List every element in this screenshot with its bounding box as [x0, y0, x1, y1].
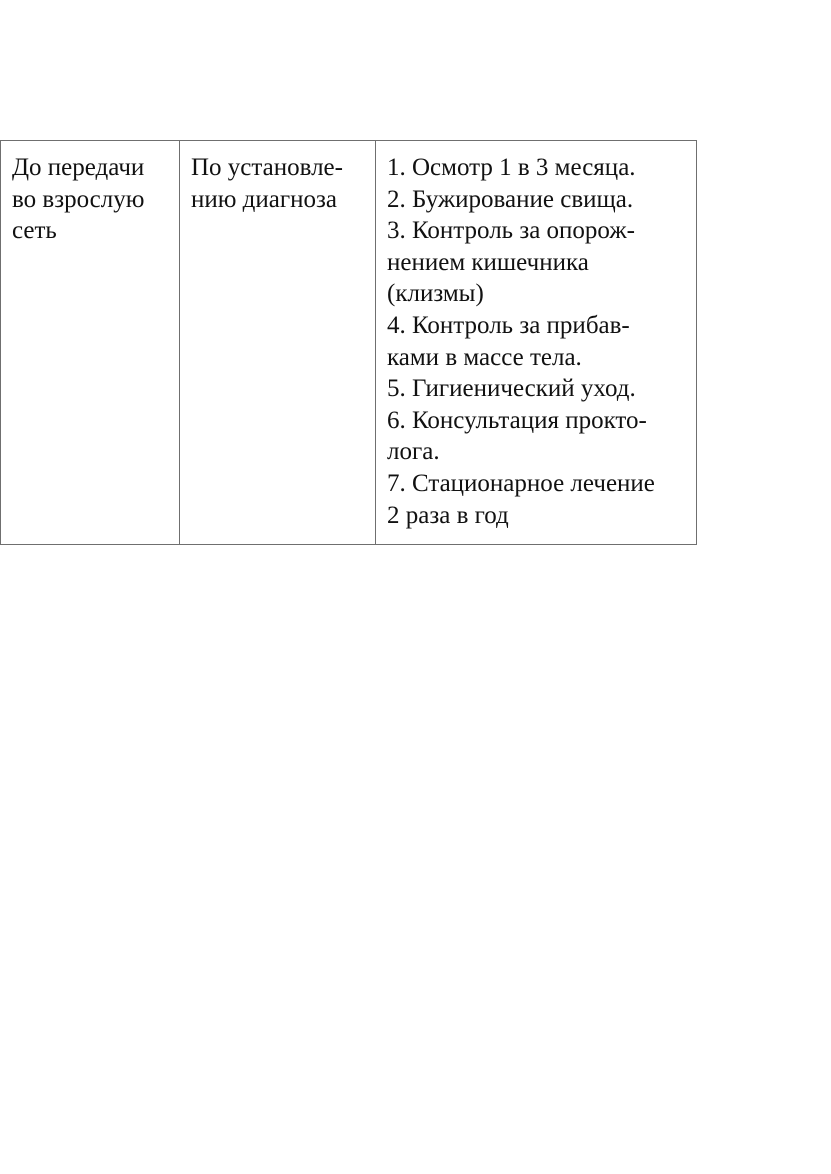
period-line: До передачи [12, 154, 145, 181]
measure-line: 7. Стационарное лечение [387, 469, 655, 497]
start-line: нию диагноза [191, 185, 337, 213]
measure-line: нением кишечника [387, 248, 589, 276]
measure-line: 5. Гигиенический уход. [387, 375, 636, 403]
period-cell [0, 141, 180, 544]
start-cell [180, 141, 376, 544]
measure-line: 1. Осмотр 1 в 3 месяца. [387, 154, 636, 181]
measure-line: (клизмы) [387, 280, 484, 308]
measure-line: лога. [387, 438, 440, 466]
period-line: сеть [12, 217, 57, 245]
measure-line: 4. Контроль за прибав- [387, 311, 630, 339]
measure-line: 6. Консультация прокто- [387, 406, 647, 434]
period-line: во взрослую [12, 185, 145, 213]
measure-line: 2 раза в год [387, 501, 509, 529]
measures-cell [376, 141, 697, 544]
measure-line: ками в массе тела. [387, 343, 582, 371]
measure-line: 3. Контроль за опорож- [387, 217, 635, 245]
start-line: По установле- [191, 154, 343, 181]
table-row [0, 140, 697, 545]
measure-line: 2. Бужирование свища. [387, 185, 634, 213]
